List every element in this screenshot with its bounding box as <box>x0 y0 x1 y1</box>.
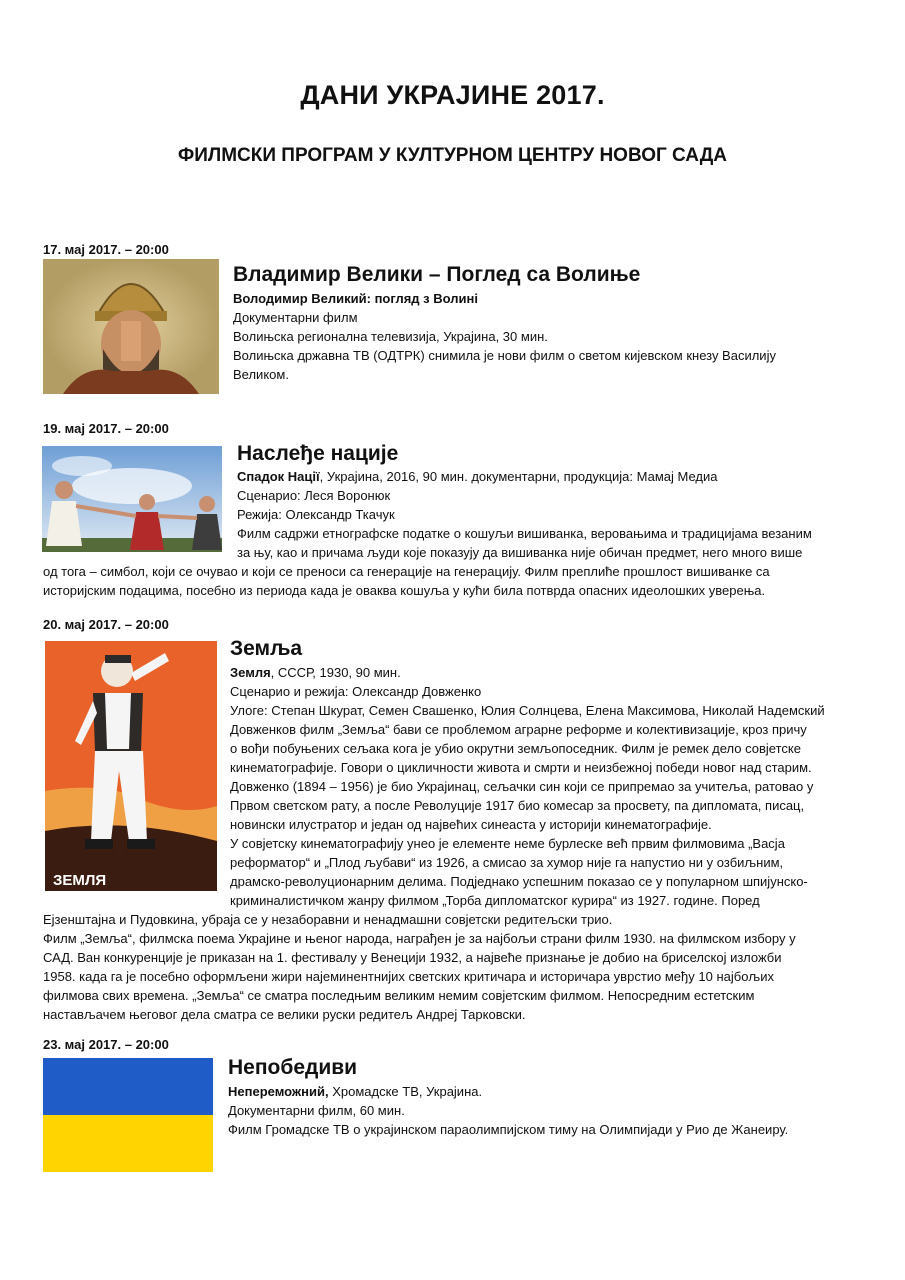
page-title: ДАНИ УКРАЈИНЕ 2017. <box>300 80 605 110</box>
film-info-line: Великом. <box>233 367 289 382</box>
film-info-line: Ејзенштајна и Пудовкина, убраја се у незаборавни и ненадмашни совјетски редитељски трио. <box>43 912 613 927</box>
film-info-line: Сценарио: Леся Воронюк <box>237 488 391 503</box>
film-info-line: Улоге: Степан Шкурат, Семен Свашенко, Юлия Солнцева, Елена Максимова, Николай Надемский <box>230 703 825 718</box>
film-info-line <box>230 663 401 682</box>
film-title: Наслеђе нације <box>237 442 399 465</box>
film-info-line: Документарни филм <box>233 310 358 325</box>
film-info-line: Документарни филм, 60 мин. <box>228 1103 405 1118</box>
film-info-line: У совјетску кинематографију унео је елементе неме бурлеске већ првим филмовима „Васја <box>230 836 785 851</box>
film-image-vladimir <box>43 259 219 394</box>
film-production-info: Хромадске ТВ, Украјина. <box>328 1084 483 1099</box>
film-title: Земља <box>230 637 303 660</box>
film-info-line: филмова свих времена. „Земља“ се сматра последњим великим немим совјетским филмом. Непосредним естетским <box>43 988 755 1003</box>
film-info-line: Волињска државна ТВ (ОДТРК) снимила је нови филм о светом кијевском кнезу Василију <box>233 348 776 363</box>
film-info-line: историјским подацима, посебно из периода када је оваква кошуља у кући била потврда опасних идеолошких уверења. <box>43 583 766 598</box>
film-info-line: Довженко (1894 – 1956) је био Украјинац, сељачки син који се припремао за учитеља, ратовао у <box>230 779 814 794</box>
film-production-info: , Украјина, 2016, 90 мин. документарни, продукција: Мамај Медиа <box>319 469 718 484</box>
film-image-dancers <box>42 446 222 552</box>
poster-title-text: ЗЕМЛЯ <box>53 872 107 889</box>
film-title: Владимир Велики – Поглед са Волиње <box>233 263 641 286</box>
film-info-line <box>230 682 481 701</box>
film-original-title: Земля <box>230 665 271 680</box>
film-info-line <box>237 467 718 486</box>
film-info-line: САД. Ван конкуренције је приказан на 1. фестивалу у Венецији 1932, а највеће признање је добио на бриселској изложби <box>43 950 782 965</box>
film-original-title: Володимир Великий: погляд з Волині <box>233 291 478 306</box>
film-info-line: криминалистичком жанру филмом „Торба дипломатског курира“ из 1927. године. Поред <box>230 893 760 908</box>
film-original-title: Непереможний, <box>228 1084 329 1099</box>
film-info-line: о вођи побуњених сељака кога је убио окрутни земљопоседник. Филм је ремек дело совјетске <box>230 741 801 756</box>
film-info-line: Филм садржи етнографске податке о кошуљи вишиванка, веровањима и традицијама везаним <box>237 526 812 541</box>
warrior-portrait-icon <box>43 259 219 394</box>
zemlya-poster-icon <box>45 641 217 891</box>
film-info-line: Довженков филм „Земља“ бави се проблемом аграрне реформе и колективизације, кроз причу <box>230 722 807 737</box>
film-info-line: Филм Громадске ТВ о украјинском параолимпијском тиму на Олимпијади у Рио де Жанеиру. <box>228 1122 789 1137</box>
film-info-line: Првом светском рату, а после Револуције 1917 био комесар за просвету, па дипломата, писац, <box>230 798 805 813</box>
film-date: 23. мај 2017. – 20:00 <box>43 1037 169 1052</box>
film-info-line: Режија: Олександр Ткачук <box>237 507 395 522</box>
film-info-line: Филм „Земља“, филмска поема Украјине и њеног народа, награђен је за најбољи страни филм 1930. на филмском избору у <box>43 931 796 946</box>
film-info-line: кинематографије. Говори о цикличности живота и смрти и неизбежној победи новог над старим. <box>230 760 812 775</box>
director-name: Олександр Довженко <box>348 684 482 699</box>
film-title: Непобедиви <box>228 1056 358 1079</box>
page-subtitle: ФИЛМСКИ ПРОГРАМ У КУЛТУРНОМ ЦЕНТРУ НОВОГ САДА <box>178 145 727 166</box>
film-info-line <box>228 1082 482 1101</box>
film-poster-zemlya <box>45 641 217 891</box>
film-info-line: 1958. када га је посебно оформљени жири најеминентнијих светских критичара и историчара уврстио међу 10 најбољих <box>43 969 774 984</box>
film-date: 19. мај 2017. – 20:00 <box>43 421 169 436</box>
director-label: Сценарио и режија: <box>230 684 349 699</box>
flag-yellow-stripe <box>43 1115 213 1172</box>
film-info-line: новински илустратор и један од највећих синеаста у историји кинематографије. <box>230 817 712 832</box>
flag-blue-stripe <box>43 1058 213 1115</box>
film-production-info: , СССР, 1930, 90 мин. <box>270 665 401 680</box>
film-info-line: реформатор“ и „Плод љубави“ из 1926, а смисао за хумор није га напустио ни у озбиљним, <box>230 855 784 870</box>
film-date: 17. мај 2017. – 20:00 <box>43 242 169 257</box>
film-original-title: Спадок Нації <box>237 469 320 484</box>
film-info-line: од тога – симбол, који се очувао и који се преноси са генерације на генерацију. Филм преплиће прошлост вишиванке са <box>43 564 770 579</box>
film-date: 20. мај 2017. – 20:00 <box>43 617 169 632</box>
film-info-line: Волињска регионална телевизија, Украјина, 30 мин. <box>233 329 548 344</box>
film-info-line: настављачем његовог дела сматра се велики руски редитељ Андреј Тарковски. <box>43 1007 526 1022</box>
film-info-line: за њу, као и причама људи које показују да вишиванка није обичан предмет, него много више <box>237 545 803 560</box>
dancers-photo-icon <box>42 446 222 552</box>
film-info-line: драмско-револуционарним делима. Подједнако успешним показао се у популарном шпијунско- <box>230 874 808 889</box>
